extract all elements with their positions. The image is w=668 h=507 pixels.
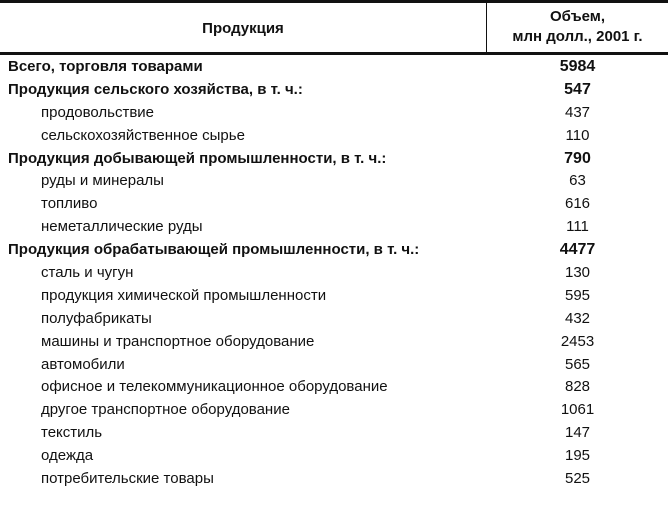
row-value: 432 <box>564 309 591 327</box>
row-label: сталь и чугун <box>41 264 134 282</box>
row-value: 63 <box>569 172 586 190</box>
row-value: 616 <box>564 195 591 213</box>
row-label: текстиль <box>41 424 103 442</box>
table-row <box>0 331 668 354</box>
header-volume <box>487 0 668 52</box>
row-label: сельскохозяйственное сырье <box>41 126 245 144</box>
row-value: 565 <box>564 355 591 373</box>
table-row <box>0 262 668 285</box>
row-label: машины и транспортное оборудование <box>41 332 315 350</box>
table-row <box>0 216 668 239</box>
row-label: продукция химической промышленности <box>41 286 327 304</box>
table-row <box>0 308 668 331</box>
row-value: 5984 <box>559 58 596 75</box>
row-value: 547 <box>564 80 591 98</box>
row-label: Продукция обрабатывающей промышленности, в т. ч.: <box>8 241 420 259</box>
row-value: 595 <box>564 286 591 304</box>
row-label: потребительские товары <box>41 470 214 488</box>
table-row <box>0 79 668 102</box>
row-value: 1061 <box>560 401 595 419</box>
row-value: 147 <box>564 424 591 442</box>
header-volume-line2: млн долл., 2001 г. <box>512 28 643 45</box>
header-product-label: Продукция <box>202 19 284 37</box>
table-row <box>0 56 668 79</box>
row-label: неметаллические руды <box>41 218 203 236</box>
row-value: 2453 <box>560 332 595 350</box>
row-value: 437 <box>564 103 591 121</box>
table-row <box>0 399 668 422</box>
table-row <box>0 285 668 308</box>
table-row <box>0 376 668 399</box>
table-row <box>0 239 668 262</box>
table-row <box>0 102 668 125</box>
row-label: полуфабрикаты <box>41 309 152 327</box>
row-label: продовольствие <box>41 103 155 121</box>
row-label: другое транспортное оборудование <box>41 401 290 419</box>
header-rule <box>0 52 668 55</box>
row-value: 110 <box>565 126 590 144</box>
header-product <box>0 0 486 52</box>
table-row <box>0 170 668 193</box>
row-value: 525 <box>564 470 591 488</box>
row-label: Продукция добывающей промышленности, в т. ч.: <box>8 149 387 167</box>
row-value: 828 <box>564 378 591 396</box>
table-row <box>0 193 668 216</box>
table-row <box>0 422 668 445</box>
header-volume-line1: Объем, <box>549 8 606 25</box>
row-label: топливо <box>41 195 98 213</box>
row-value: 195 <box>564 447 591 465</box>
row-value: 4477 <box>559 241 596 259</box>
table-row <box>0 148 668 171</box>
table-row <box>0 468 668 491</box>
row-label: Всего, торговля товарами <box>8 58 203 75</box>
row-label: руды и минералы <box>41 172 164 190</box>
table-row <box>0 445 668 468</box>
row-value: 111 <box>566 218 589 236</box>
row-label: автомобили <box>41 355 125 373</box>
table-body <box>0 56 668 491</box>
table-row <box>0 354 668 377</box>
row-value: 790 <box>564 149 591 167</box>
table-row <box>0 125 668 148</box>
row-value: 130 <box>564 264 591 282</box>
row-label: одежда <box>41 447 94 465</box>
row-label: офисное и телекоммуникационное оборудование <box>41 378 388 396</box>
row-label: Продукция сельского хозяйства, в т. ч.: <box>8 80 303 98</box>
